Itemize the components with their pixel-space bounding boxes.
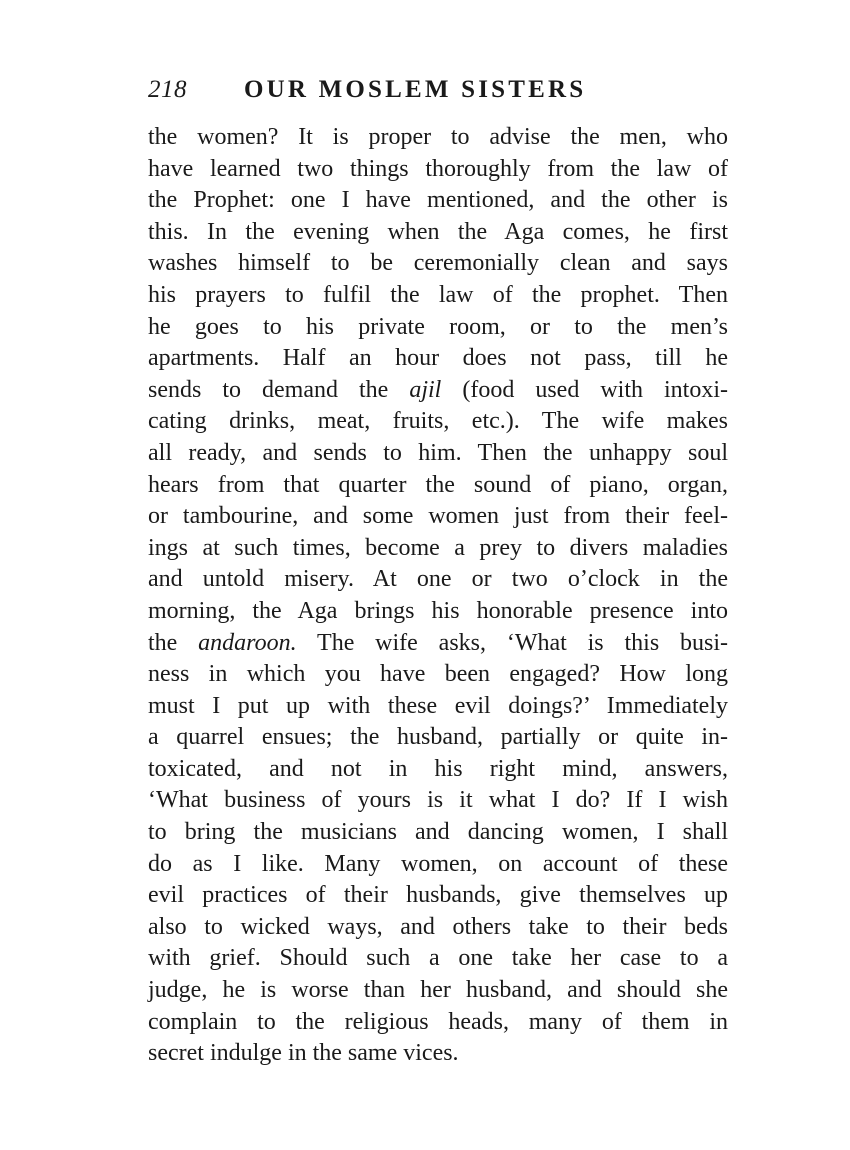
text-line-2: have learned two things thoroughly from the law of [148, 155, 728, 182]
text-line-17: the andaroon. The wife asks, ‘What is this busi- [148, 629, 728, 656]
text-line-25: evil practices of their husbands, give themselves up [148, 882, 728, 909]
text-line-5: washes himself to be ceremonially clean and says [148, 250, 728, 277]
text-line-26: also to wicked ways, and others take to their beds [148, 913, 728, 940]
italic-term-ajil: ajil [409, 376, 442, 403]
text-line-7: he goes to his private room, or to the men’s [148, 313, 728, 340]
text-line-10: cating drinks, meat, fruits, etc.). The wife makes [148, 408, 728, 435]
running-title: OUR MOSLEM SISTERS [244, 76, 587, 103]
text-line-29: complain to the religious heads, many of them in [148, 1008, 728, 1035]
text-line-13: or tambourine, and some women just from their feel- [148, 503, 728, 530]
text-line-15: and untold misery. At one or two o’clock in the [148, 566, 728, 593]
text-line-16: morning, the Aga brings his honorable presence into [148, 597, 728, 624]
text-line-4: this. In the evening when the Aga comes, he first [148, 218, 728, 245]
text-line-23: to bring the musicians and dancing women, I shall [148, 819, 728, 846]
text-line-21: toxicated, and not in his right mind, answers, [148, 755, 728, 782]
italic-term-andaroon: andaroon. [198, 629, 297, 656]
text-line-11: all ready, and sends to him. Then the unhappy soul [148, 439, 728, 466]
text-line-18: ness in which you have been engaged? How long [148, 661, 728, 688]
text-line-14: ings at such times, become a prey to divers maladies [148, 534, 728, 561]
text-line-22: ‘What business of yours is it what I do? If I wish [148, 787, 728, 814]
text-line-19: must I put up with these evil doings?’ Immediately [148, 692, 728, 719]
text-line-20: a quarrel ensues; the husband, partially or quite in- [148, 724, 728, 751]
text-line-30: secret indulge in the same vices. [148, 1040, 459, 1067]
body-text [148, 122, 728, 1070]
text-line-1: the women? It is proper to advise the men, who [148, 124, 728, 150]
text-line-6: his prayers to fulfil the law of the prophet. Then [148, 281, 728, 308]
text-line-9: sends to demand the ajil (food used with intoxi- [148, 376, 729, 403]
text-line-8: apartments. Half an hour does not pass, till he [148, 345, 728, 372]
text-line-27: with grief. Should such a one take her case to a [148, 945, 728, 972]
running-head [148, 70, 728, 110]
text-line-12: hears from that quarter the sound of piano, organ, [148, 471, 728, 498]
page-number: 218 [148, 76, 187, 103]
text-line-3: the Prophet: one I have mentioned, and the other is [148, 187, 728, 214]
text-line-28: judge, he is worse than her husband, and should she [148, 977, 728, 1004]
text-line-24: do as I like. Many women, on account of these [148, 850, 728, 877]
